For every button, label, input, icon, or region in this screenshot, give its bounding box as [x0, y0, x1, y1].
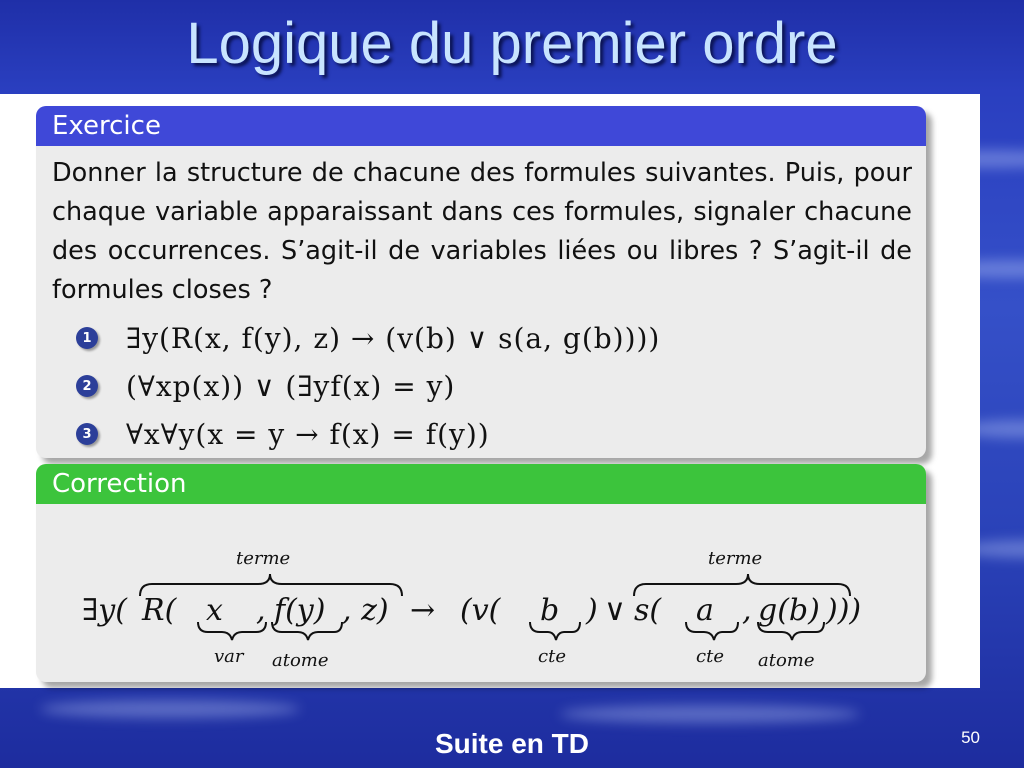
list-item [76, 410, 926, 458]
over-label: terme [708, 548, 763, 569]
formula-part: R( [142, 593, 177, 628]
formula-part: s( [634, 593, 662, 628]
footer-text: Suite en TD [434, 728, 589, 759]
formula-2: (∀xp(x)) ∨ (∃yf(x) = y) [126, 369, 456, 403]
under-label: cte [696, 646, 724, 667]
list-item [76, 314, 926, 362]
formula-part: ) [586, 593, 598, 628]
formula-1: ∃y(R(x, f(y), z) → (v(b) ∨ s(a, g(b)))) [126, 321, 661, 355]
formula-part: , z) [342, 593, 389, 628]
correction-diagram [36, 504, 926, 682]
formula-part: ∃y( [82, 593, 127, 628]
formula-part: ∨ [604, 593, 626, 628]
under-label: var [214, 646, 244, 667]
formula-part: b [540, 593, 560, 628]
formula-part: f(y) [274, 593, 326, 628]
page-number: 50 [961, 728, 980, 747]
formula-part: x [206, 593, 223, 628]
exercise-body [36, 146, 926, 310]
list-item [76, 362, 926, 410]
formula-3: ∀x∀y(x = y → f(x) = f(y)) [126, 417, 490, 451]
formula-part: (v( [460, 593, 501, 628]
formula-part: a [696, 593, 714, 628]
formula-part: → [410, 593, 436, 628]
exercise-paragraph: Donner la structure de chacune des formules suivantes. Puis, pour chaque variable apparaissant dans ces formules, signaler chacune des occurrences. S’agit-il de variables liées ou libres ? S’agit-il de formules closes ? [52, 158, 912, 305]
number-bullet-icon: 3 [76, 423, 98, 445]
formula-part: , [742, 593, 752, 628]
formula-part: , [256, 593, 266, 628]
over-label: terme [236, 548, 291, 569]
exercise-block [36, 106, 926, 458]
formula-part: g(b) [758, 593, 820, 628]
exercise-header: Exercice [36, 106, 926, 146]
content-panel [0, 94, 980, 688]
slide-title: Logique du premier ordre [186, 11, 838, 76]
number-bullet-icon: 2 [76, 375, 98, 397]
under-label: atome [272, 650, 329, 671]
correction-header: Correction [36, 464, 926, 504]
formula-part: ))) [826, 593, 862, 628]
number-bullet-icon: 1 [76, 327, 98, 349]
formula-list [36, 314, 926, 458]
correction-block [36, 464, 926, 682]
under-label: atome [758, 650, 815, 671]
under-label: cte [538, 646, 566, 667]
